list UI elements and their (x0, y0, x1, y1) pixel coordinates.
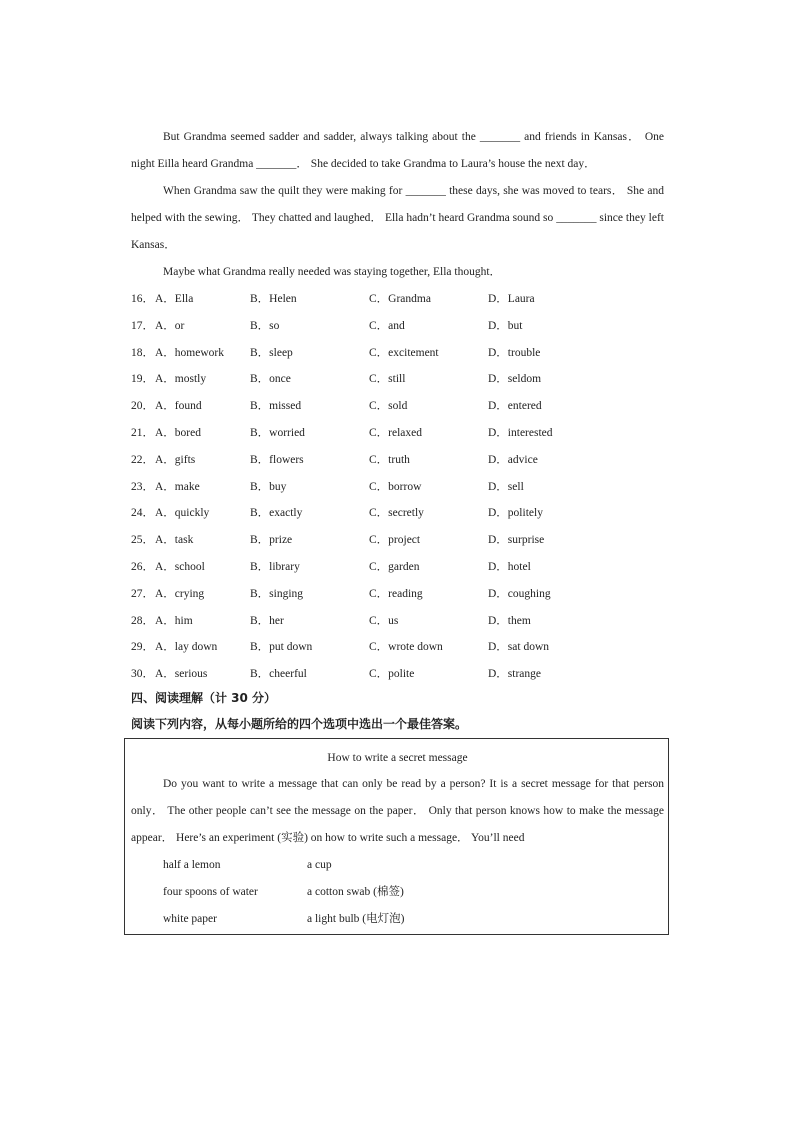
option-a: A．make (155, 480, 200, 493)
option-b: B．buy (250, 480, 287, 493)
question-row (131, 634, 664, 661)
material-item: half a lemon (163, 859, 221, 871)
option-d: D．trouble (488, 346, 541, 359)
option-c: C．project (369, 534, 421, 547)
question-number: 27． (131, 587, 154, 600)
question-number: 16． (131, 293, 154, 305)
option-d: D．seldom (488, 373, 542, 386)
question-number: 30． (131, 668, 154, 681)
option-b: B．exactly (250, 507, 303, 520)
option-c: C．wrote down (369, 641, 443, 654)
question-row (131, 608, 664, 635)
question-row (131, 340, 664, 367)
option-d: D．coughing (488, 587, 551, 600)
question-row (131, 393, 664, 420)
option-d: D．sell (488, 480, 524, 493)
option-a: A．serious (155, 668, 208, 681)
question-row (131, 500, 664, 527)
option-d: D．strange (488, 668, 542, 681)
option-d: D．entered (488, 400, 542, 413)
question-row (131, 313, 664, 340)
option-c: C．reading (369, 587, 423, 600)
option-a: A．task (155, 534, 194, 547)
option-c: C．excitement (369, 346, 439, 359)
option-b: B．library (250, 560, 300, 573)
option-b: B．worried (250, 426, 305, 439)
section-instruction: 阅读下列内容，从每小题所给的四个选项中选出一个最佳答案。 (131, 717, 468, 731)
option-a: A．bored (155, 426, 201, 439)
option-b: B．flowers (250, 453, 304, 466)
question-row (131, 661, 664, 688)
question-row (131, 581, 664, 608)
materials-row (131, 906, 664, 933)
question-number: 20． (131, 400, 154, 413)
option-d: D．Laura (488, 293, 535, 305)
option-b: B．put down (250, 641, 313, 654)
option-b: B．missed (250, 400, 302, 413)
option-b: B．prize (250, 534, 293, 547)
option-c: C．still (369, 373, 406, 386)
option-c: C．Grandma (369, 293, 431, 305)
question-list (131, 286, 664, 688)
option-d: D．them (488, 614, 531, 627)
option-a: A．mostly (155, 373, 207, 386)
question-number: 25． (131, 534, 154, 547)
option-c: C．us (369, 614, 399, 627)
question-number: 26． (131, 560, 154, 573)
question-number: 23． (131, 480, 154, 493)
option-c: C．and (369, 319, 405, 332)
question-row (131, 554, 664, 581)
option-b: B．sleep (250, 346, 293, 359)
passage-body: Do you want to write a message that can only be read by a person? It is a secret message for that person only． The other people can’t see the message on the paper． Only that person knows how to make the message appear． Here’s an experiment (实验) on how to write such a message． You’ll need (131, 778, 664, 844)
materials-row (131, 879, 664, 906)
option-c: C．secretly (369, 507, 424, 520)
option-a: A．found (155, 400, 202, 413)
option-a: A．homework (155, 346, 224, 359)
question-number: 21． (131, 426, 154, 439)
option-c: C．truth (369, 453, 410, 466)
question-row (131, 366, 664, 393)
option-b: B．Helen (250, 293, 297, 305)
materials-row (131, 852, 664, 879)
question-number: 17． (131, 319, 154, 332)
option-c: C．borrow (369, 480, 422, 493)
option-a: A．gifts (155, 453, 196, 466)
option-b: B．cheerful (250, 668, 307, 681)
option-d: D．surprise (488, 534, 545, 547)
question-row (131, 447, 664, 474)
option-d: D．advice (488, 453, 538, 466)
option-a: A．him (155, 614, 193, 627)
option-c: C．garden (369, 560, 420, 573)
option-d: D．interested (488, 426, 553, 439)
option-b: B．once (250, 373, 291, 386)
reading-passage-box (124, 738, 669, 935)
question-number: 18． (131, 346, 154, 359)
story-paragraph: Maybe what Grandma really needed was staying together, Ella thought． (163, 266, 502, 278)
question-number: 28． (131, 614, 154, 627)
story-paragraph: When Grandma saw the quilt they were making for _______ these days, she was moved to tears． She and helped with the sewing． They chatted and laughed． Ella hadn’t heard Grandma sound so _______ since they left Kansas． (131, 185, 664, 251)
question-number: 24． (131, 507, 154, 520)
option-a: A．or (155, 319, 185, 332)
question-number: 22． (131, 453, 154, 466)
option-a: A．school (155, 560, 205, 573)
question-row (131, 474, 664, 501)
question-number: 19． (131, 373, 154, 386)
material-item: four spoons of water (163, 886, 258, 898)
question-row (131, 527, 664, 554)
option-a: A．crying (155, 587, 205, 600)
reading-passage (131, 745, 664, 933)
section-title: 四、阅读理解（计 30 分） (131, 691, 277, 705)
story-paragraph: But Grandma seemed sadder and sadder, always talking about the _______ and friends in Kansas． One night Eilla heard Grandma _______． She decided to take Grandma to Laura’s house the next day． (131, 131, 664, 170)
material-item: white paper (163, 913, 217, 925)
option-c: C．polite (369, 668, 415, 681)
option-d: D．politely (488, 507, 543, 520)
option-c: C．relaxed (369, 426, 423, 439)
option-b: B．so (250, 319, 280, 332)
material-item: a cotton swab (棉签) (307, 886, 404, 898)
option-d: D．sat down (488, 641, 550, 654)
option-a: A．Ella (155, 293, 194, 305)
option-a: A．lay down (155, 641, 218, 654)
option-b: B．singing (250, 587, 304, 600)
passage-title: How to write a secret message (327, 752, 468, 764)
option-a: A．quickly (155, 507, 210, 520)
option-b: B．her (250, 614, 284, 627)
material-item: a cup (307, 859, 332, 871)
material-item: a light bulb (电灯泡) (307, 913, 405, 925)
option-c: C．sold (369, 400, 408, 413)
option-d: D．hotel (488, 560, 531, 573)
question-number: 29． (131, 641, 154, 654)
option-d: D．but (488, 319, 523, 332)
question-row (131, 420, 664, 447)
cloze-section (131, 124, 664, 688)
question-row (131, 286, 664, 313)
